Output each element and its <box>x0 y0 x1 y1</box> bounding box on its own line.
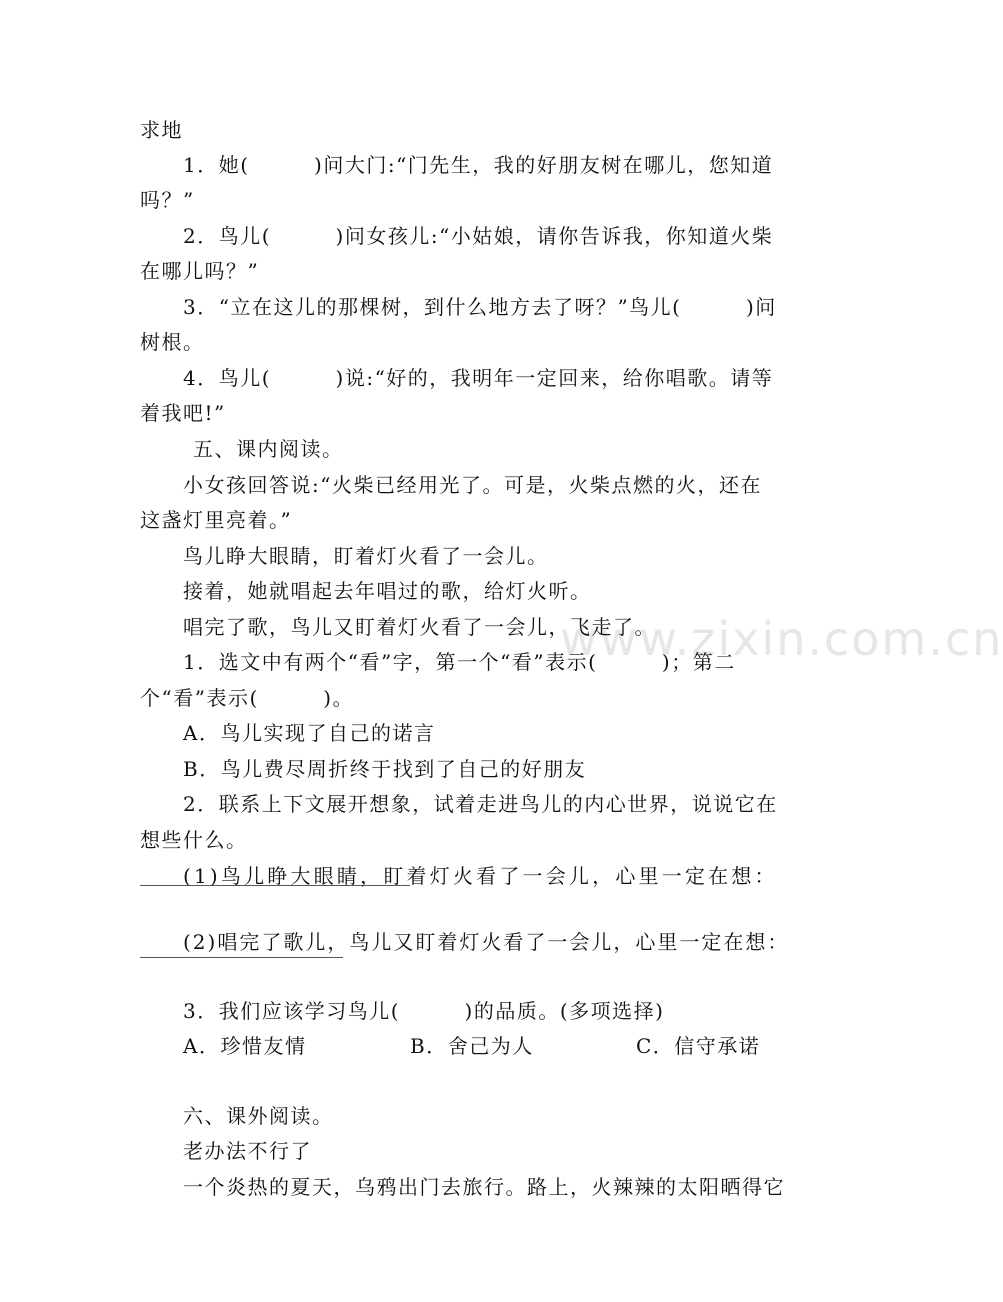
text-line-20: 2．联系上下文展开想象，试着走进鸟儿的内心世界，说说它在 <box>183 792 778 816</box>
text-line-30: 一个炎热的夏天，乌鸦出门去旅行。路上，火辣辣的太阳晒得它 <box>183 1175 785 1199</box>
choice-c: C．信守承诺 <box>636 1034 761 1058</box>
text-line-21: 想些什么。 <box>140 828 248 852</box>
text-line-4: 2．鸟儿( )问女孩儿:“小姑娘，请你告诉我，你知道火柴 <box>183 224 774 248</box>
choice-a: A．珍惜友情 <box>183 1034 307 1058</box>
text-line-23: (2)唱完了歌儿，鸟儿又盯着灯火看了一会儿，心里一定在想： <box>183 930 790 954</box>
option-a: A．鸟儿实现了自己的诺言 <box>183 721 436 745</box>
text-line-2: 1．她( )问大门:“门先生，我的好朋友树在哪儿，您知道 <box>183 153 774 177</box>
text-line-1: 求地 <box>140 118 183 142</box>
option-b: B．鸟儿费尽周折终于找到了自己的好朋友 <box>183 757 587 781</box>
watermark: www.zixin.com.cn <box>560 612 1003 666</box>
text-line-13: 鸟儿睁大眼睛，盯着灯火看了一会儿。 <box>183 544 549 568</box>
text-line-3: 吗？” <box>140 188 195 212</box>
text-line-14: 接着，她就唱起去年唱过的歌，给灯火听。 <box>183 579 592 603</box>
choice-b: B．舍己为人 <box>410 1034 534 1058</box>
answer-line-2 <box>140 957 343 958</box>
text-line-8: 4．鸟儿( )说:“好的，我明年一定回来，给你唱歌。请等 <box>183 366 774 390</box>
answer-line-1 <box>140 885 410 886</box>
text-line-16: 1．选文中有两个“看”字，第一个“看”表示( )；第二 <box>183 650 736 674</box>
text-line-15: 唱完了歌，鸟儿又盯着灯火看了一会儿，飞走了。 <box>183 615 656 639</box>
text-line-22: (1)鸟儿睁大眼睛，盯着灯火看了一会儿，心里一定在想： <box>183 864 778 888</box>
text-line-17: 个“看”表示( )。 <box>140 686 355 710</box>
text-line-5: 在哪儿吗？” <box>140 259 260 283</box>
text-line-11: 小女孩回答说:“火柴已经用光了。可是，火柴点燃的火，还在 <box>183 473 762 497</box>
section-heading-6: 六、课外阅读。 <box>183 1104 334 1128</box>
story-title: 老办法不行了 <box>183 1139 312 1163</box>
text-line-6: 3．“立在这儿的那棵树，到什么地方去了呀？”鸟儿( )问 <box>183 295 777 319</box>
text-line-9: 着我吧!” <box>140 401 226 425</box>
text-line-24: 3．我们应该学习鸟儿( )的品质。(多项选择) <box>183 999 665 1023</box>
text-line-12: 这盏灯里亮着。” <box>140 508 293 532</box>
section-heading-5: 五、课内阅读。 <box>193 437 344 461</box>
text-line-7: 树根。 <box>140 330 205 354</box>
